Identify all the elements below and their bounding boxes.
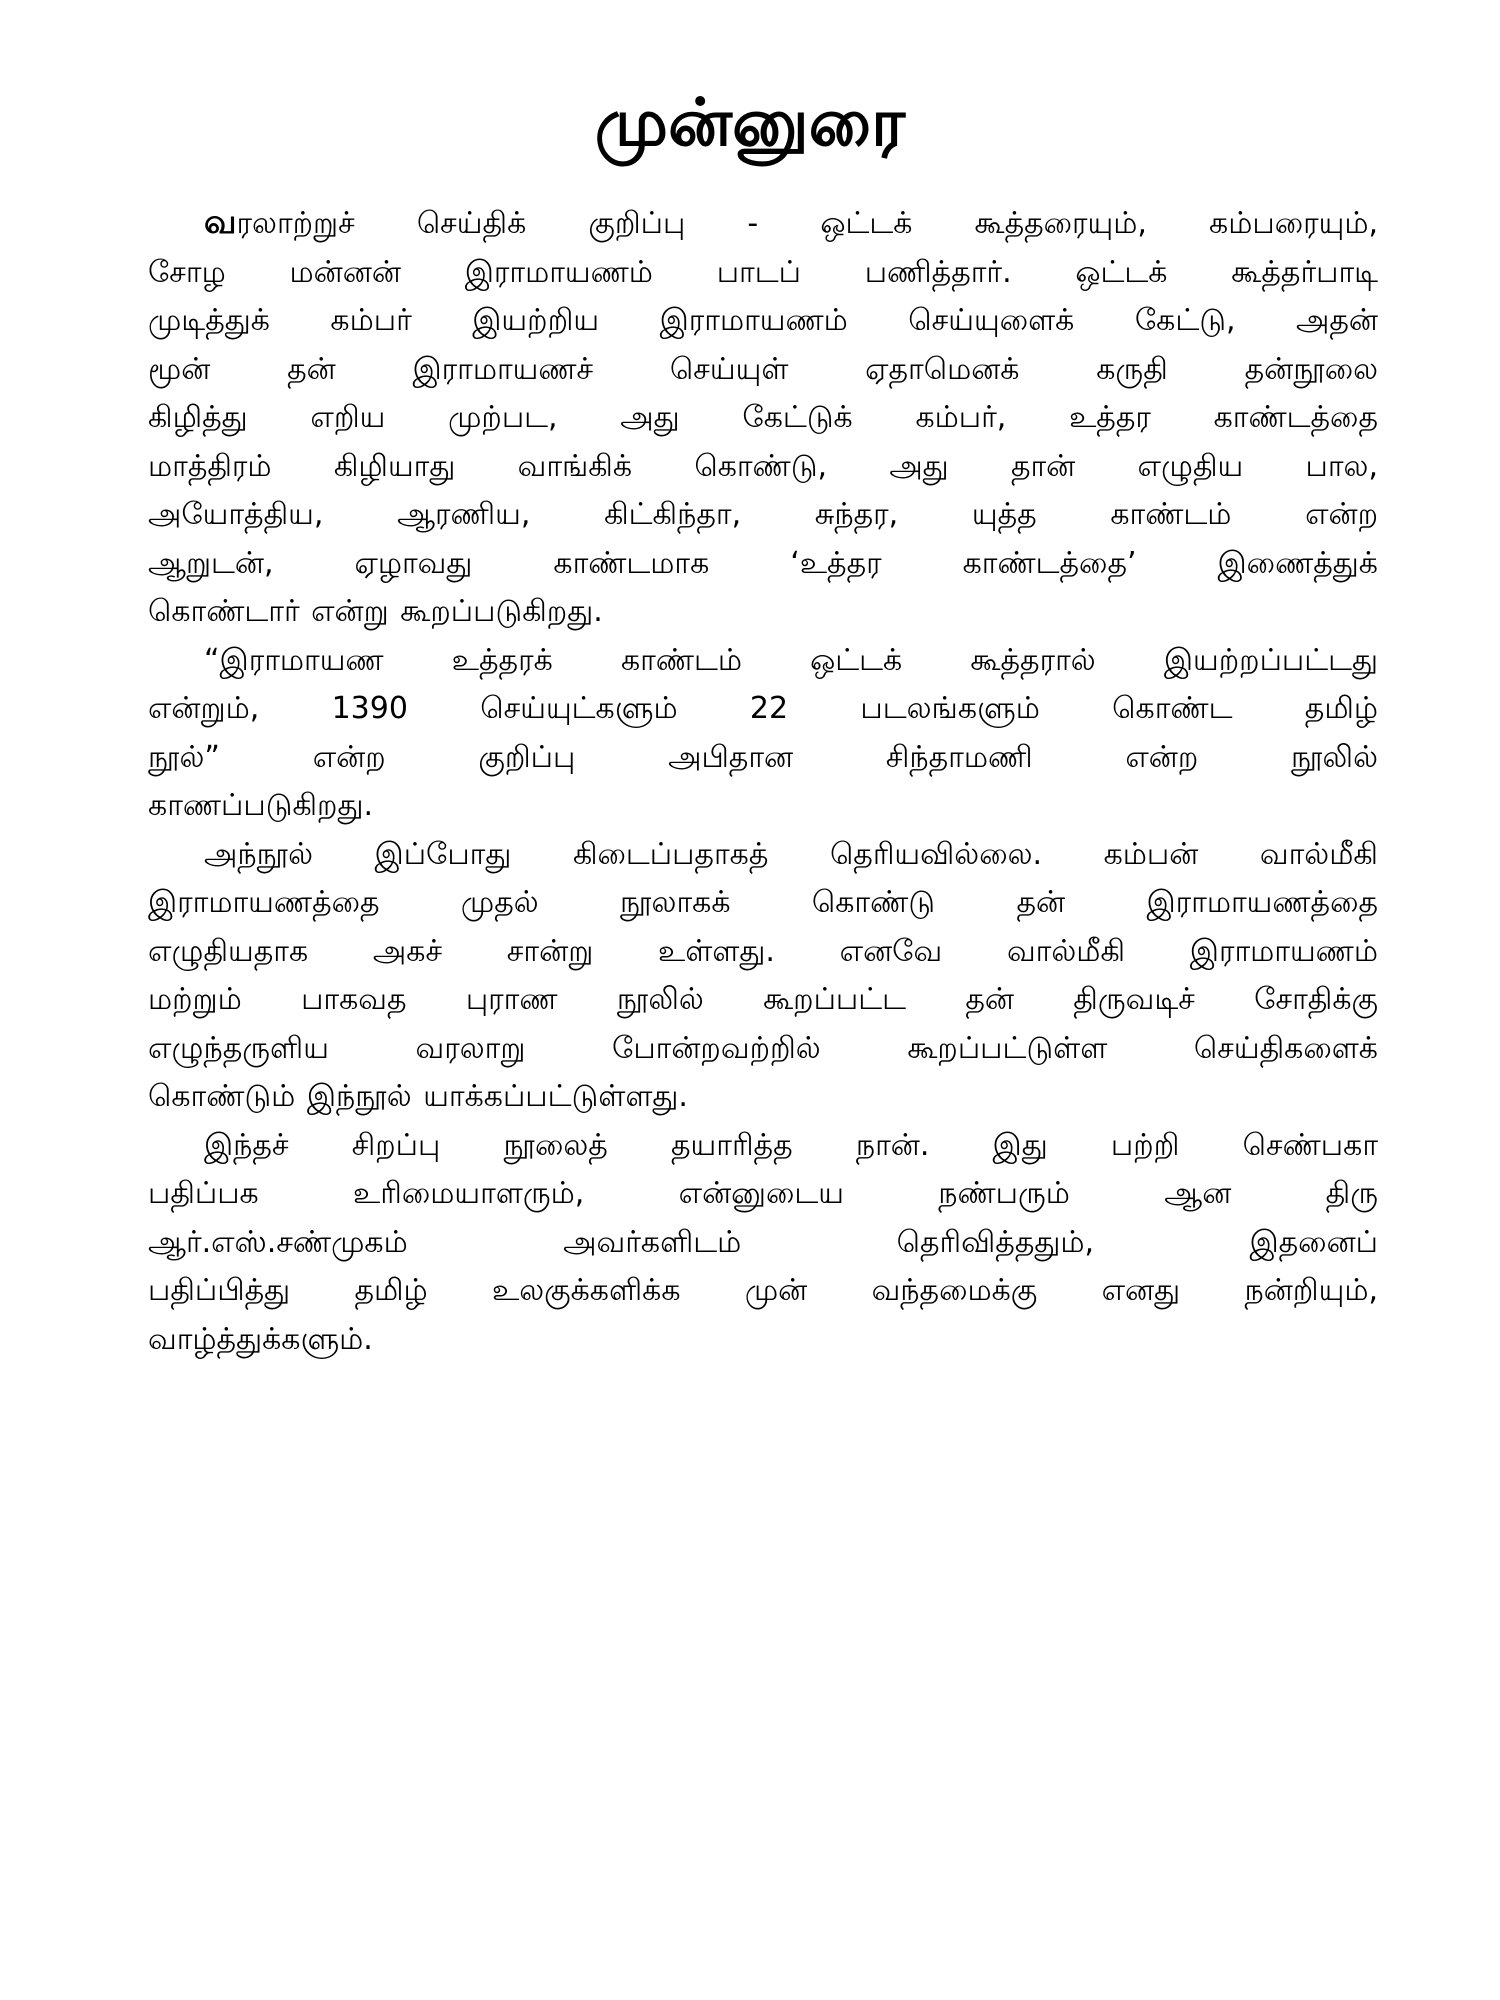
text-line: [148, 1170, 1378, 1219]
text-line: [148, 831, 1378, 880]
text-line: [148, 540, 1378, 589]
text-line: [148, 1073, 1378, 1122]
text-line: [148, 394, 1378, 443]
line-text: அந்நூல் இப்போது கிடைப்பதாகத் தெரியவில்லை. கம்பன் வால்மீகி: [204, 836, 1378, 872]
text-line: [148, 1316, 1378, 1365]
line-text: அயோத்திய, ஆரணிய, கிட்கிந்தா, சுந்தர, யுத்த காண்டம் என்ற: [148, 497, 1378, 532]
text-line: [148, 928, 1378, 977]
line-text: இந்தச் சிறப்பு நூலைத் தயாரித்த நான். இது பற்றி செண்பகா: [204, 1127, 1378, 1163]
text-line: [148, 1219, 1378, 1268]
body-text: [148, 198, 1378, 1364]
line-text: சோழ மன்னன் இராமாயணம் பாடப் பணித்தார். ஒட்டக் கூத்தர்பாடி: [148, 254, 1378, 290]
line-text: மாத்திரம் கிழியாது வாங்கிக் கொண்டு, அது தான் எழுதிய பால,: [148, 448, 1378, 484]
line-text: ரலாற்றுச் செய்திக் குறிப்பு - ஒட்டக் கூத்தரையும், கம்பரையும்,: [236, 206, 1378, 241]
line-text: எழுந்தருளிய வரலாறு போன்றவற்றில் கூறப்பட்டுள்ள செய்திகளைக்: [148, 1030, 1378, 1066]
page-title: முன்னுரை: [594, 84, 906, 161]
text-line: [148, 637, 1378, 686]
text-line: [148, 1025, 1378, 1074]
text-line: [148, 588, 1378, 637]
text-line: [148, 1122, 1378, 1171]
paragraph-2: [148, 637, 1378, 831]
text-line: [148, 782, 1378, 831]
text-line: [148, 685, 1378, 734]
line-text: முடித்துக் கம்பர் இயற்றிய இராமாயணம் செய்யுளைக் கேட்டு, அதன்: [148, 303, 1378, 338]
line-text: எழுதியதாக அகச் சான்று உள்ளது. எனவே வால்மீகி இராமாயணம்: [148, 933, 1378, 969]
line-text: ஆர்.எஸ்.சண்முகம் அவர்களிடம் தெரிவித்ததும், இதனைப்: [148, 1224, 1378, 1260]
line-text: “இராமாயண உத்தரக் காண்டம் ஒட்டக் கூத்தரால் இயற்றப்பட்டது: [204, 642, 1378, 678]
text-line: [148, 443, 1378, 492]
text-line: [148, 734, 1378, 783]
line-text: மூன் தன் இராமாயணச் செய்யுள் ஏதாமெனக் கருதி தன்நூலை: [148, 351, 1378, 387]
line-text: பதிப்பக உரிமையாளரும், என்னுடைய நண்பரும் ஆன திரு: [148, 1176, 1378, 1211]
line-text: ஆறுடன், ஏழாவது காண்டமாக ‘உத்தர காண்டத்தை’ இணைத்துக்: [148, 545, 1378, 581]
line-text: கொண்டும் இந்நூல் யாக்கப்பட்டுள்ளது.: [148, 1079, 688, 1114]
text-line: [148, 249, 1378, 298]
paragraph-3: [148, 831, 1378, 1122]
text-line: [148, 491, 1378, 540]
line-text: காணப்படுகிறது.: [148, 788, 374, 823]
paragraph-4: [148, 1122, 1378, 1365]
line-text: பதிப்பித்து தமிழ் உலகுக்களிக்க முன் வந்தமைக்கு எனது நன்றியும்,: [148, 1273, 1378, 1308]
line-text: வாழ்த்துக்களும்.: [148, 1321, 373, 1357]
drop-cap: வ: [204, 202, 237, 242]
text-line: [148, 976, 1378, 1025]
line-text: கொண்டார் என்று கூறப்படுகிறது.: [148, 594, 603, 629]
text-line: [148, 297, 1378, 346]
paragraph-1: [148, 198, 1378, 637]
line-text: நூல்” என்ற குறிப்பு அபிதான சிந்தாமணி என்ற நூலில்: [148, 739, 1378, 775]
line-text: என்றும், 1390 செய்யுட்களும் 22 படலங்களும் கொண்ட தமிழ்: [148, 691, 1378, 726]
line-text: மற்றும் பாகவத புராண நூலில் கூறப்பட்ட தன் திருவடிச் சோதிக்கு: [148, 982, 1378, 1017]
line-text: கிழித்து எறிய முற்பட, அது கேட்டுக் கம்பர், உத்தர காண்டத்தை: [148, 400, 1378, 435]
text-line: [148, 879, 1378, 928]
text-line: [148, 1267, 1378, 1316]
line-text: இராமாயணத்தை முதல் நூலாகக் கொண்டு தன் இராமாயணத்தை: [148, 885, 1378, 920]
text-line: [148, 198, 1378, 249]
text-line: [148, 346, 1378, 395]
